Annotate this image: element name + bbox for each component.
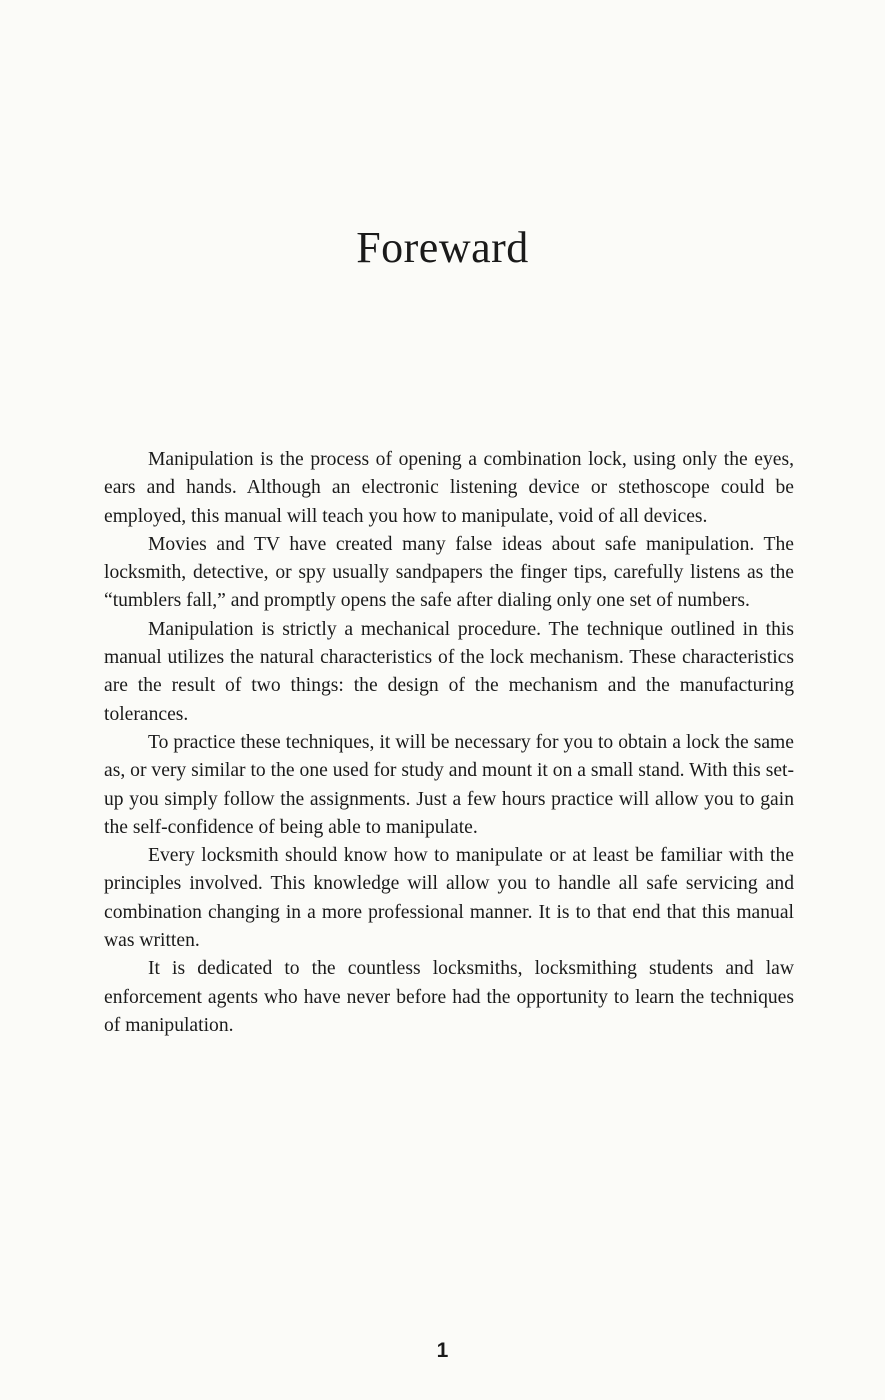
paragraph: It is dedicated to the countless locksmiths, locksmithing students and law enforcement agents who have never before had the opportunity to learn the techniques of manipulation. (104, 958, 794, 1036)
paragraph: Manipulation is the process of opening a combination lock, using only the eyes, ears and hands. Although an electronic listening device or stethoscope could be employed, this manual will teach you how to manipulate, void of all devices. (104, 449, 794, 527)
foreword-body (104, 446, 794, 1040)
paragraph: Every locksmith should know how to manipulate or at least be familiar with the principles involved. This knowledge will allow you to handle all safe servicing and combination changing in a more professional manner. It is to that end that this manual was written. (104, 845, 794, 952)
paragraph: To practice these techniques, it will be necessary for you to obtain a lock the same as, or very similar to the one used for study and mount it on a small stand. With this set-up you simply follow the assignments. Just a few hours practice will allow you to gain the self-confidence of being able to manipulate. (104, 731, 794, 838)
page-number: 1 (436, 1339, 449, 1362)
page-title: Foreward (356, 223, 529, 272)
paragraph: Manipulation is strictly a mechanical procedure. The technique outlined in this manual utilizes the natural characteristics of the lock mechanism. These characteristics are the result of two things: the design of the mechanism and the manufacturing tolerances. (104, 618, 794, 725)
paragraph: Movies and TV have created many false ideas about safe manipulation. The locksmith, detective, or spy usually sandpapers the finger tips, carefully listens as the “tumblers fall,” and promptly opens the safe after dialing only one set of numbers. (104, 533, 794, 612)
